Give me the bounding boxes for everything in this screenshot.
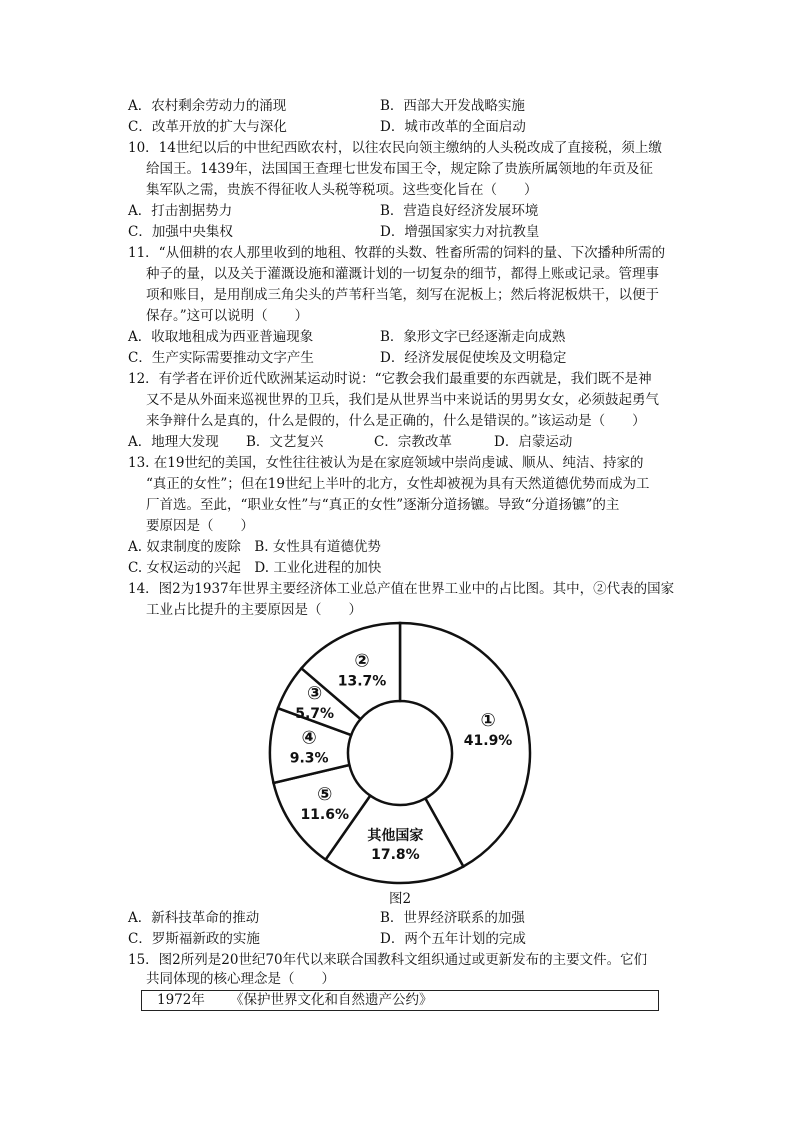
table-cell-year: 1972年 [157, 992, 205, 1008]
q12-option-c[interactable]: C．宗教改革 [374, 434, 452, 450]
donut-value-label-0: 41.9% [463, 733, 513, 750]
q13-stem-line-2: “真正的女性”；但在19世纪上半叶的北方，女性却被视为具有天然道德优势而成为工 [146, 476, 650, 492]
donut-value-label-5: 13.7% [337, 673, 387, 690]
donut-chart [265, 618, 535, 888]
q10-option-d[interactable]: D．增强国家实力对抗教皇 [380, 224, 540, 240]
q14-option-d[interactable]: D．两个五年计划的完成 [380, 931, 526, 947]
donut-category-label-0: ① [480, 710, 496, 732]
q11-stem-line-2: 种子的量，以及关于灌溉设施和灌溉计划的一切复杂的细节，都得上账或记录。管理事 [146, 266, 659, 282]
q9-option-a[interactable]: A．农村剩余劳动力的涌现 [128, 98, 287, 114]
q13-options-cd[interactable]: C. 女权运动的兴起 D. 工业化进程的加快 [128, 560, 382, 576]
q12-option-b[interactable]: B．文艺复兴 [246, 434, 324, 450]
donut-value-label-3: 9.3% [289, 750, 329, 767]
q9-option-c[interactable]: C．改革开放的扩大与深化 [128, 119, 287, 135]
q11-option-c[interactable]: C．生产实际需要推动文字产生 [128, 350, 314, 366]
q14-option-c[interactable]: C．罗斯福新政的实施 [128, 931, 260, 947]
donut-category-label-2: ⑤ [317, 784, 333, 806]
q10-option-c[interactable]: C．加强中央集权 [128, 224, 233, 240]
q13-stem-line-3: 厂首选。至此，“职业女性”与“真正的女性”逐渐分道扬镳。导致“分道扬镳”的主 [146, 497, 620, 513]
donut-category-label-1: 其他国家 [367, 827, 424, 844]
q11-stem-line-4: 保存。”这可以说明（ ） [146, 308, 309, 324]
q14-stem-line-1: 14．图2为1937年世界主要经济体工业总产值在世界工业中的占比图。其中，②代表的国家 [128, 581, 675, 597]
donut-category-label-5: ② [354, 650, 370, 672]
q10-stem-line-2: 给国王。1439年，法国国王查理七世发布国王令，规定除了贵族所属领地的年贡及征 [146, 161, 653, 177]
q10-option-b[interactable]: B．营造良好经济发展环境 [380, 203, 539, 219]
q14-stem-line-2: 工业占比提升的主要原因是（ ） [146, 602, 362, 618]
q13-stem-line-4: 要原因是（ ） [146, 518, 254, 534]
q12-option-a[interactable]: A．地理大发现 [128, 434, 219, 450]
figure-caption: 图2 [389, 891, 412, 907]
q14-option-b[interactable]: B．世界经济联系的加强 [380, 910, 525, 926]
donut-value-label-2: 11.6% [300, 807, 350, 824]
q10-option-a[interactable]: A．打击割据势力 [128, 203, 233, 219]
donut-value-label-1: 17.8% [371, 846, 420, 863]
q9-option-d[interactable]: D．城市改革的全面启动 [380, 119, 526, 135]
q11-stem-line-1: 11．“从佃耕的农人那里收到的地租、牧群的头数、牲畜所需的饲料的量、下次播种所需的 [128, 245, 666, 261]
q12-stem-line-2: 又不是从外面来巡视世界的卫兵，我们是从世界当中来说话的男男女女，必须鼓起勇气 [146, 392, 659, 408]
q12-option-d[interactable]: D．启蒙运动 [494, 434, 573, 450]
q12-stem-line-3: 来争辩什么是真的，什么是假的，什么是正确的，什么是错误的。”该运动是（ ） [146, 413, 646, 429]
q13-options-ab[interactable]: A. 奴隶制度的废除 B. 女性具有道德优势 [128, 539, 381, 555]
q14-option-a[interactable]: A．新科技革命的推动 [128, 910, 260, 926]
q11-stem-line-3: 项和账目，是用削成三角尖头的芦苇秆当笔，刻写在泥板上；然后将泥板烘干，以便于 [146, 287, 659, 303]
documents-table [141, 990, 659, 1011]
q10-stem-line-3: 集军队之需，贵族不得征收人头税等税项。这些变化旨在（ ） [146, 182, 538, 198]
donut-value-label-4: 5.7% [295, 705, 335, 722]
q15-stem-line-1: 15．图2所列是20世纪70年代以来联合国教科文组织通过或更新发布的主要文件。它们 [128, 952, 648, 968]
donut-category-label-4: ③ [307, 682, 323, 704]
donut-category-label-3: ④ [301, 727, 317, 749]
q11-option-b[interactable]: B．象形文字已经逐渐走向成熟 [380, 329, 566, 345]
q12-stem-line-1: 12．有学者在评价近代欧洲某运动时说：“它教会我们最重要的东西就是，我们既不是神 [128, 371, 652, 387]
q13-stem-line-1: 13. 在19世纪的美国，女性往往被认为是在家庭领域中崇尚虔诚、顺从、纯洁、持家的 [128, 455, 644, 471]
q9-option-b[interactable]: B．西部大开发战略实施 [380, 98, 525, 114]
q10-stem-line-1: 10．14世纪以后的中世纪西欧农村，以往农民向领主缴纳的人头税改成了直接税，须上缴 [128, 140, 662, 156]
q11-option-d[interactable]: D．经济发展促使埃及文明稳定 [380, 350, 567, 366]
q11-option-a[interactable]: A．收取地租成为西亚普遍现象 [128, 329, 314, 345]
q15-stem-line-2: 共同体现的核心理念是（ ） [146, 971, 335, 987]
donut-chart-svg [265, 618, 535, 888]
table-cell-document: 《保护世界文化和自然遗产公约》 [230, 992, 433, 1008]
